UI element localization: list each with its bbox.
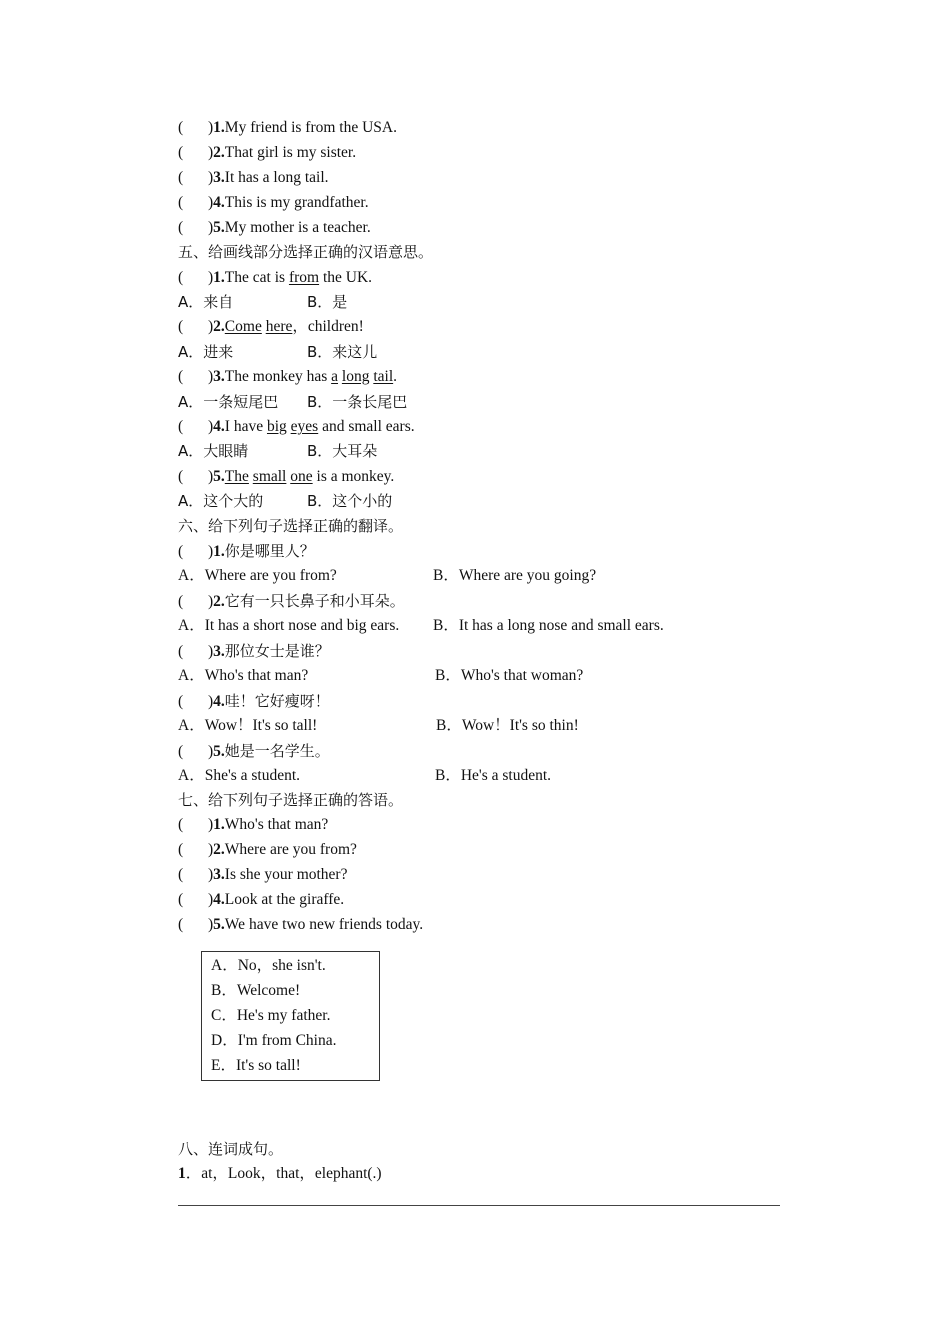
underlined-word: here	[265, 318, 293, 335]
s8-q1	[178, 1164, 382, 1184]
s6-q1-option-a[interactable]: A．Where are you from?	[178, 567, 337, 584]
item-text: Where are you from?	[224, 841, 357, 858]
s5-q3: ( )3.The monkey has a long tail.	[178, 368, 398, 385]
s5-q5-option-b[interactable]: B．这个小的	[307, 492, 393, 510]
item-text: 你是哪里人？	[224, 542, 315, 560]
underlined-word: tail	[373, 368, 394, 385]
s5-q5-option-a[interactable]: A．这个大的	[178, 492, 264, 510]
underlined-word: Come	[224, 318, 262, 335]
item-text: My mother is a teacher.	[224, 219, 371, 236]
s6-q3-option-b[interactable]: B．Who's that woman?	[435, 667, 584, 684]
item-text: It has a long tail.	[224, 169, 329, 186]
item-text: Look at the giraffe.	[224, 891, 345, 908]
item-text: Is she your mother?	[224, 866, 348, 883]
item-number: 5.	[213, 916, 225, 933]
s4-item-2: ( )2.That girl is my sister.	[178, 144, 357, 161]
section7-heading: 七、给下列句子选择正确的答语。	[178, 791, 404, 809]
s5-q3-option-b[interactable]: B．一条长尾巴	[307, 393, 408, 411]
item-text: 哇！它好瘦呀！	[224, 692, 330, 710]
underlined-word: big	[266, 418, 287, 435]
s5-q4: ( )4.I have big eyes and small ears.	[178, 418, 415, 435]
answer-paren[interactable]: (	[178, 468, 184, 485]
text: is a monkey.	[312, 468, 395, 485]
s5-q3-option-a[interactable]: A．一条短尾巴	[178, 393, 279, 411]
answer-line[interactable]	[178, 1205, 780, 1206]
answer-option-b: B．Welcome!	[211, 982, 301, 999]
s6-q1-option-b[interactable]: B．Where are you going?	[433, 567, 597, 584]
item-number: 2.	[213, 593, 225, 610]
item-number: 1.	[213, 119, 225, 136]
item-text: My friend is from the USA.	[224, 119, 397, 136]
s6-q2: ( )2.它有一只长鼻子和小耳朵。	[178, 592, 405, 610]
s6-q2-option-b[interactable]: B．It has a long nose and small ears.	[433, 617, 664, 634]
item-number: 4.	[213, 693, 225, 710]
item-number: 1.	[213, 816, 225, 833]
text: the UK.	[319, 269, 373, 286]
s7-q4: ( )4.Look at the giraffe.	[178, 891, 345, 908]
answer-paren[interactable]: (	[178, 816, 184, 833]
answer-paren[interactable]: (	[178, 891, 184, 908]
underlined-word: one	[290, 468, 313, 485]
item-number: 1	[178, 1165, 186, 1182]
item-number: 3.	[213, 368, 225, 385]
item-number: 4.	[213, 194, 225, 211]
s5-q2-option-a[interactable]: A．进来	[178, 343, 234, 361]
item-number: 3.	[213, 169, 225, 186]
s6-q4-option-a[interactable]: A．Wow！It's so tall!	[178, 717, 318, 734]
answer-option-e: E．It's so tall!	[211, 1057, 301, 1074]
underlined-word: a	[331, 368, 339, 385]
item-text: That girl is my sister.	[224, 144, 357, 161]
answer-paren[interactable]: (	[178, 144, 184, 161]
answer-paren[interactable]: (	[178, 743, 184, 760]
underlined-word: eyes	[290, 418, 319, 435]
item-text: This is my grandfather.	[224, 194, 369, 211]
item-number: 3.	[213, 643, 225, 660]
answer-paren[interactable]: (	[178, 841, 184, 858]
answer-option-a: A．No，she isn't.	[211, 957, 326, 974]
s5-q4-option-b[interactable]: B．大耳朵	[307, 442, 378, 460]
underlined-word: from	[288, 269, 320, 286]
item-number: 4.	[213, 891, 225, 908]
section5-heading: 五、给画线部分选择正确的汉语意思。	[178, 243, 434, 261]
s5-q5: ( )5.The small one is a monkey.	[178, 468, 395, 485]
s5-q1-option-a[interactable]: A．来自	[178, 293, 234, 311]
answer-paren[interactable]: (	[178, 194, 184, 211]
text: The monkey has	[224, 368, 332, 385]
s6-q5-option-a[interactable]: A．She's a student.	[178, 767, 301, 784]
s4-item-3: ( )3.It has a long tail.	[178, 169, 329, 186]
answer-paren[interactable]: (	[178, 418, 184, 435]
answer-paren[interactable]: (	[178, 368, 184, 385]
item-text: 她是一名学生。	[224, 742, 330, 760]
section6-heading: 六、给下列句子选择正确的翻译。	[178, 517, 404, 535]
s5-q1: ( )1.The cat is from the UK.	[178, 269, 373, 286]
answer-option-d: D．I'm from China.	[211, 1032, 337, 1049]
answer-paren[interactable]: (	[178, 269, 184, 286]
s5-q4-option-a[interactable]: A．大眼睛	[178, 442, 249, 460]
answer-option-c: C．He's my father.	[211, 1007, 331, 1024]
s7-q3: ( )3.Is she your mother?	[178, 866, 348, 883]
s6-q5: ( )5.她是一名学生。	[178, 742, 330, 760]
s4-item-4: ( )4.This is my grandfather.	[178, 194, 369, 211]
answer-paren[interactable]: (	[178, 169, 184, 186]
answer-options-box	[201, 951, 380, 1081]
section8-heading: 八、连词成句。	[178, 1140, 284, 1158]
item-number: 2.	[213, 318, 225, 335]
underlined-word: The	[224, 468, 249, 485]
item-text: 那位女士是谁？	[224, 642, 330, 660]
item-text: ．at，Look，that，elephant(.)	[185, 1165, 382, 1182]
s6-q5-option-b[interactable]: B．He's a student.	[435, 767, 552, 784]
s5-q2: ( )2.Come here，children!	[178, 318, 364, 335]
item-number: 5.	[213, 219, 225, 236]
underlined-word: long	[341, 368, 370, 385]
answer-paren[interactable]: (	[178, 643, 184, 660]
s6-q4: ( )4.哇！它好瘦呀！	[178, 692, 330, 710]
answer-paren[interactable]: (	[178, 318, 184, 335]
item-number: 3.	[213, 866, 225, 883]
s6-q2-option-a[interactable]: A．It has a short nose and big ears.	[178, 617, 400, 634]
item-number: 1.	[213, 269, 225, 286]
text: and small ears.	[318, 418, 415, 435]
s4-item-1: ( )1.My friend is from the USA.	[178, 119, 397, 136]
item-text: We have two new friends today.	[224, 916, 424, 933]
s4-item-5: ( )5.My mother is a teacher.	[178, 219, 371, 236]
underlined-word: small	[252, 468, 287, 485]
answer-paren[interactable]: (	[178, 543, 184, 560]
s5-q2-option-b[interactable]: B．来这儿	[307, 343, 378, 361]
s6-q4-option-b[interactable]: B．Wow！It's so thin!	[436, 717, 579, 734]
text: I have	[224, 418, 267, 435]
answer-paren[interactable]: (	[178, 866, 184, 883]
item-text: Who's that man?	[224, 816, 329, 833]
answer-paren[interactable]: (	[178, 593, 184, 610]
answer-paren[interactable]: (	[178, 219, 184, 236]
text: .	[393, 368, 398, 385]
text: The cat is	[224, 269, 289, 286]
answer-paren[interactable]: (	[178, 916, 184, 933]
s7-q2: ( )2.Where are you from?	[178, 841, 357, 858]
s7-q1: ( )1.Who's that man?	[178, 816, 329, 833]
s6-q3-option-a[interactable]: A．Who's that man?	[178, 667, 309, 684]
s5-q1-option-b[interactable]: B．是	[307, 293, 348, 311]
item-number: 4.	[213, 418, 225, 435]
s7-q5: ( )5.We have two new friends today.	[178, 916, 424, 933]
s6-q3: ( )3.那位女士是谁？	[178, 642, 330, 660]
text: ，children!	[292, 318, 364, 335]
answer-paren[interactable]: (	[178, 693, 184, 710]
item-number: 5.	[213, 468, 225, 485]
item-number: 2.	[213, 841, 225, 858]
answer-paren[interactable]: (	[178, 119, 184, 136]
item-number: 2.	[213, 144, 225, 161]
item-number: 5.	[213, 743, 225, 760]
item-text: 它有一只长鼻子和小耳朵。	[224, 592, 405, 610]
item-number: 1.	[213, 543, 225, 560]
s6-q1: ( )1.你是哪里人？	[178, 542, 315, 560]
